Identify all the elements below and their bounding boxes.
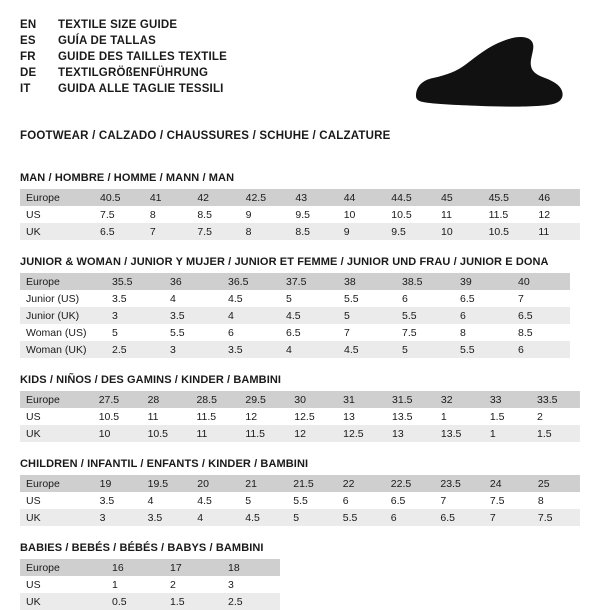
language-code: ES — [20, 35, 36, 47]
row-label: UK — [20, 593, 106, 610]
cell: 6 — [402, 292, 408, 305]
language-code: FR — [20, 51, 36, 63]
cell: 11.5 — [196, 410, 217, 423]
cell: 3.5 — [99, 494, 115, 507]
cell: 11 — [441, 208, 452, 221]
cell: 9 — [338, 223, 386, 240]
cell: 7.5 — [191, 223, 239, 240]
cell: 33 — [484, 391, 531, 408]
size-table-kids — [20, 391, 580, 442]
cell: 29.5 — [239, 391, 288, 408]
row-label: Europe — [20, 189, 94, 206]
row-label: Europe — [20, 559, 106, 576]
cell: 4 — [280, 341, 338, 358]
cell: 13.5 — [392, 410, 413, 423]
cell: 1.5 — [531, 425, 580, 442]
cell: 45.5 — [483, 189, 533, 206]
cell: 24 — [484, 475, 532, 492]
cell: 3.5 — [112, 292, 127, 305]
cell: 38 — [338, 273, 396, 290]
section-junior-woman — [20, 256, 580, 358]
cell: 5.5 — [454, 341, 512, 358]
language-row — [20, 18, 227, 32]
cell: 10.5 — [391, 208, 412, 221]
language-title: GUÍA DE TALLAS — [58, 35, 156, 47]
language-code: EN — [20, 19, 37, 31]
category-line: FOOTWEAR / CALZADO / CHAUSSURES / SCHUHE / CALZATURE — [20, 130, 391, 142]
table-row — [20, 206, 580, 223]
cell: 10 — [343, 208, 356, 221]
language-row — [20, 34, 227, 48]
size-table-children — [20, 475, 580, 526]
cell: 21.5 — [287, 475, 337, 492]
cell: 5 — [338, 307, 396, 324]
cell: 12.5 — [337, 425, 386, 442]
cell: 33.5 — [531, 391, 580, 408]
cell: 36 — [164, 273, 222, 290]
cell: 9.5 — [385, 223, 435, 240]
cell: 38.5 — [396, 273, 454, 290]
cell: 6.5 — [460, 292, 475, 305]
cell: 8 — [460, 326, 466, 339]
cell: 12 — [245, 410, 258, 423]
cell: 5 — [112, 326, 118, 339]
dress-shoe-icon — [361, 34, 566, 116]
cell: 5 — [396, 341, 454, 358]
cell: 19 — [94, 475, 142, 492]
cell: 0.5 — [106, 593, 164, 610]
cell: 7.5 — [489, 494, 505, 507]
cell: 7 — [344, 326, 350, 339]
cell: 7 — [440, 494, 447, 507]
cell: 1 — [440, 410, 447, 423]
cell: 11.5 — [239, 425, 288, 442]
cell: 6.5 — [390, 494, 406, 507]
page-header — [20, 16, 580, 116]
row-label: UK — [20, 223, 94, 240]
cell: 13 — [386, 425, 435, 442]
row-label: US — [26, 578, 41, 591]
cell: 44.5 — [385, 189, 435, 206]
cell: 18 — [222, 559, 280, 576]
cell: 43 — [289, 189, 337, 206]
cell: 10.5 — [142, 425, 191, 442]
cell: 2.5 — [222, 593, 280, 610]
cell: 5.5 — [337, 509, 385, 526]
cell: 1 — [112, 578, 118, 591]
cell: 3.5 — [142, 509, 192, 526]
table-row — [20, 475, 580, 492]
table-row — [20, 189, 580, 206]
table-row — [20, 273, 570, 290]
row-label: UK — [20, 509, 94, 526]
cell: 40.5 — [94, 189, 144, 206]
cell: 5 — [286, 292, 292, 305]
cell: 7.5 — [532, 509, 580, 526]
cell: 11 — [532, 223, 580, 240]
cell: 9.5 — [295, 208, 311, 221]
cell: 6 — [385, 509, 435, 526]
cell: 37.5 — [280, 273, 338, 290]
table-row — [20, 324, 570, 341]
cell: 8.5 — [197, 208, 212, 221]
cell: 11.5 — [488, 208, 509, 221]
cell: 41 — [144, 189, 192, 206]
table-row — [20, 593, 280, 610]
cell: 10.5 — [483, 223, 533, 240]
section-kids — [20, 374, 580, 442]
cell: 6 — [454, 307, 512, 324]
cell: 22 — [337, 475, 385, 492]
table-row — [20, 425, 580, 442]
cell: 7 — [484, 509, 532, 526]
cell: 8.5 — [289, 223, 337, 240]
row-label: Junior (UK) — [20, 307, 106, 324]
row-label: Europe — [20, 391, 93, 408]
language-code: IT — [20, 83, 31, 95]
row-label: US — [26, 208, 41, 221]
cell: 5.5 — [344, 292, 359, 305]
table-row — [20, 576, 280, 593]
cell: 4.5 — [239, 509, 287, 526]
cell: 11 — [190, 425, 239, 442]
cell: 46 — [532, 189, 580, 206]
cell: 42.5 — [240, 189, 290, 206]
row-label: UK — [20, 425, 93, 442]
cell: 5.5 — [396, 307, 454, 324]
cell: 7 — [518, 292, 524, 305]
cell: 2.5 — [106, 341, 164, 358]
cell: 5 — [245, 494, 252, 507]
cell: 16 — [106, 559, 164, 576]
table-row — [20, 408, 580, 425]
language-row — [20, 50, 227, 64]
size-table-babies — [20, 559, 280, 610]
table-row — [20, 391, 580, 408]
language-code: DE — [20, 67, 37, 79]
language-title: TEXTILE SIZE GUIDE — [58, 19, 178, 31]
cell: 40 — [512, 273, 570, 290]
table-row — [20, 509, 580, 526]
cell: 6.5 — [512, 307, 570, 324]
table-row — [20, 341, 570, 358]
cell: 11 — [147, 410, 159, 423]
row-label: Junior (US) — [26, 292, 80, 305]
cell: 28.5 — [190, 391, 239, 408]
cell: 44 — [338, 189, 386, 206]
cell: 8 — [149, 208, 156, 221]
cell: 19.5 — [142, 475, 192, 492]
cell: 3 — [164, 341, 222, 358]
section-title: KIDS / NIÑOS / DES GAMINS / KINDER / BAMBINI — [20, 374, 282, 386]
row-label: Woman (US) — [26, 326, 87, 339]
cell: 17 — [164, 559, 222, 576]
table-row — [20, 223, 580, 240]
row-label: US — [26, 410, 41, 423]
cell: 8 — [240, 223, 290, 240]
cell: 6 — [512, 341, 570, 358]
cell: 2 — [170, 578, 176, 591]
cell: 30 — [288, 391, 337, 408]
cell: 36.5 — [222, 273, 280, 290]
cell: 5.5 — [293, 494, 308, 507]
cell: 25 — [532, 475, 580, 492]
cell: 3 — [228, 578, 234, 591]
row-label: US — [26, 494, 41, 507]
cell: 3 — [106, 307, 164, 324]
cell: 4 — [170, 292, 176, 305]
cell: 4 — [191, 509, 239, 526]
language-title-list — [20, 16, 227, 96]
cell: 3.5 — [164, 307, 222, 324]
section-title: JUNIOR & WOMAN / JUNIOR Y MUJER / JUNIOR ET FEMME / JUNIOR UND FRAU / JUNIOR E DONA — [20, 256, 549, 268]
cell: 13 — [343, 410, 355, 423]
cell: 6 — [342, 494, 349, 507]
cell: 32 — [435, 391, 484, 408]
cell: 12.5 — [294, 410, 315, 423]
cell: 7.5 — [100, 208, 115, 221]
cell: 2 — [537, 410, 543, 423]
cell: 31 — [337, 391, 386, 408]
cell: 8.5 — [518, 326, 533, 339]
cell: 10.5 — [98, 410, 120, 423]
cell: 9 — [245, 208, 252, 221]
cell: 4.5 — [338, 341, 396, 358]
section-title: BABIES / BEBÉS / BÉBÉS / BABYS / BAMBINI — [20, 542, 264, 554]
cell: 6.5 — [434, 509, 484, 526]
cell: 45 — [435, 189, 483, 206]
cell: 28 — [142, 391, 191, 408]
cell: 7.5 — [402, 326, 417, 339]
language-title: GUIDA ALLE TAGLIE TESSILI — [58, 83, 224, 95]
cell: 4.5 — [197, 494, 212, 507]
cell: 35.5 — [106, 273, 164, 290]
section-title: CHILDREN / INFANTIL / ENFANTS / KINDER / BAMBINI — [20, 458, 309, 470]
table-row — [20, 290, 570, 307]
cell: 10 — [93, 425, 142, 442]
cell: 42 — [191, 189, 239, 206]
cell: 3 — [94, 509, 142, 526]
cell: 5 — [287, 509, 337, 526]
row-label: Europe — [20, 475, 94, 492]
language-row — [20, 82, 227, 96]
section-children — [20, 458, 580, 526]
cell: 12 — [288, 425, 337, 442]
cell: 6.5 — [94, 223, 144, 240]
table-row — [20, 559, 280, 576]
cell: 21 — [239, 475, 287, 492]
cell: 4 — [222, 307, 280, 324]
language-row — [20, 66, 227, 80]
cell: 31.5 — [386, 391, 435, 408]
cell: 27.5 — [93, 391, 142, 408]
language-title: GUIDE DES TAILLES TEXTILE — [58, 51, 227, 63]
cell: 4.5 — [228, 292, 243, 305]
cell: 1 — [484, 425, 531, 442]
cell: 6 — [228, 326, 234, 339]
cell: 1.5 — [489, 410, 505, 423]
cell: 20 — [191, 475, 239, 492]
cell: 8 — [537, 494, 544, 507]
cell: 3.5 — [222, 341, 280, 358]
section-title: MAN / HOMBRE / HOMME / MANN / MAN — [20, 172, 235, 184]
cell: 10 — [435, 223, 483, 240]
cell: 23.5 — [434, 475, 484, 492]
cell: 6.5 — [286, 326, 301, 339]
cell: 39 — [454, 273, 512, 290]
cell: 4.5 — [280, 307, 338, 324]
cell: 5.5 — [170, 326, 185, 339]
table-row — [20, 307, 570, 324]
section-man — [20, 172, 580, 240]
size-table-man — [20, 189, 580, 240]
table-row — [20, 492, 580, 509]
row-label: Europe — [20, 273, 106, 290]
cell: 13.5 — [435, 425, 484, 442]
cell: 1.5 — [164, 593, 222, 610]
cell: 4 — [147, 494, 154, 507]
cell: 22.5 — [385, 475, 435, 492]
cell: 12 — [538, 208, 551, 221]
size-table-junior-woman — [20, 273, 570, 358]
cell: 7 — [144, 223, 192, 240]
language-title: TEXTILGRÖßENFÜHRUNG — [58, 67, 209, 79]
row-label: Woman (UK) — [20, 341, 106, 358]
